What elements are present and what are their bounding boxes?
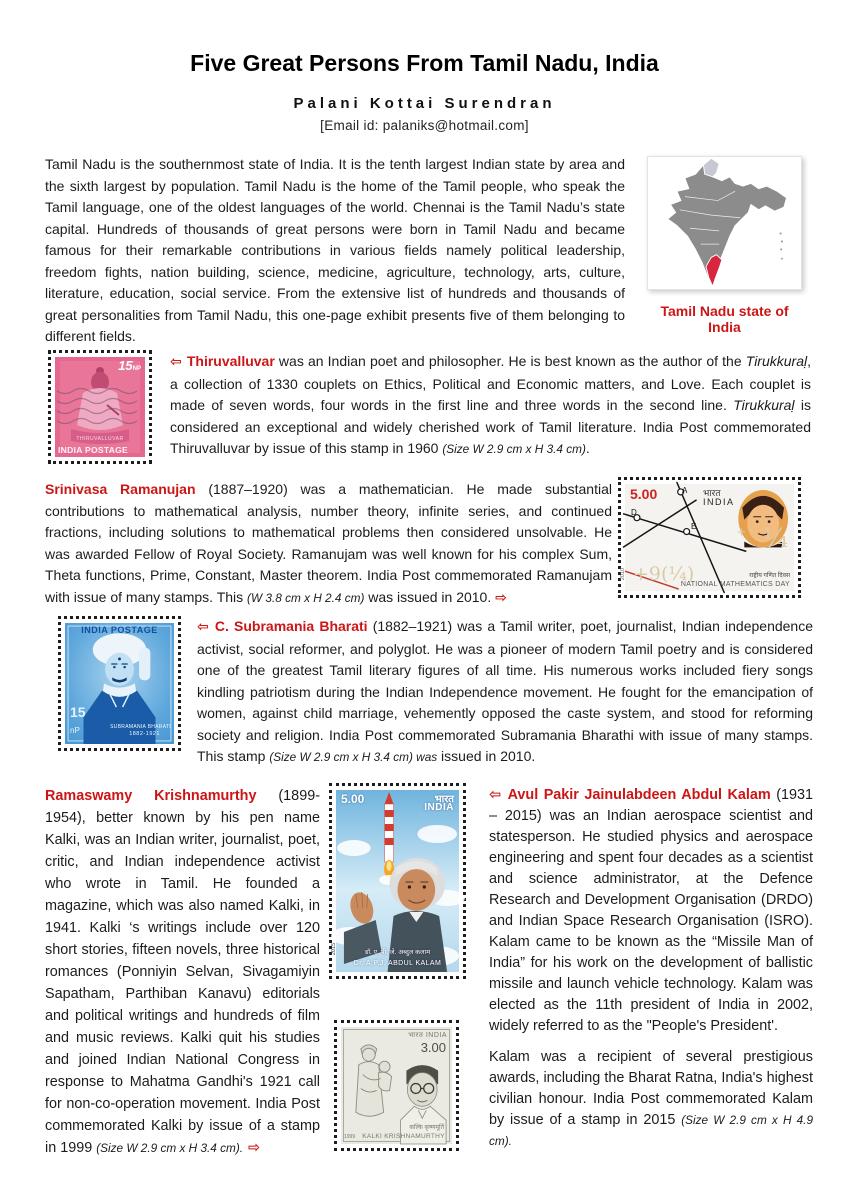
point-label-e: E: [691, 522, 697, 531]
intro-paragraph: Tamil Nadu is the southernmost state of India. It is the tenth largest Indian state by area and the sixth largest by population. Tamil Nadu is the home of the Tamil people, who speak the Tamil language, one of the oldest languages of the world. Chennai is the Tamil Nadu’s state capital. Hundreds of thousands of great persons were born in Tamil Nadu and became famous for their remarkable contributions in various fields namely political leadership, freedom fights, nation building, science, medicine, agriculture, technology, arts, culture, literature, education, social service. From the extensive list of hundreds and thousands of great personalities from Tamil Nadu, this one-page exhibit presents five of them belonging to different fields.: [45, 156, 625, 344]
body-segment: issued in 2010.: [437, 748, 536, 764]
stamp-person-name: Dr. A.P.J. ABDUL KALAM: [353, 960, 442, 967]
math-glyph-row: +9(¼): [633, 563, 695, 585]
kalki-paragraph: [45, 785, 320, 1159]
stamp-size-note: (W 3.8 cm x H 2.4 cm): [247, 590, 365, 605]
stamp-size-note: (Size W 2.9 cm x H 3.4 cm).: [96, 1141, 244, 1155]
person-name-ramanujan: Srinivasa Ramanujan: [45, 481, 196, 497]
stamp-country-hindi: भारत: [703, 488, 721, 498]
ramanujan-stamp: [618, 477, 801, 598]
stamp-person-years: 1882-1921: [129, 731, 160, 737]
kalki-stamp: [334, 1020, 459, 1151]
kalam-paragraph-1: [489, 785, 813, 1037]
body-segment: (1882–1921) was a Tamil writer, poet, journalist, Indian independence activist, social reformer, and polyglot. He was a pioneer of modern Tamil poetry and is considered one of the greatest Tamil literary figures of all time. His numerous works included fiery songs kindling patriotism during the Indian Independence movement. He fought for the emancipation of women, against child marriage, vehemently opposed the caste system, and stood for reforming society and religion. India Post commemorated Subramania Bharathi with issue of many stamps. This stamp: [197, 618, 814, 764]
right-arrow-icon: ⇨: [495, 589, 507, 606]
thiruvalluvar-paragraph: [170, 351, 811, 461]
math-glyph-quarter: ¼: [762, 524, 788, 554]
stamp-denomination: 15NP: [118, 358, 141, 373]
stamp-denomination: 3.00: [420, 1040, 446, 1055]
math-glyph-plus: +: [737, 524, 746, 541]
author-name: Palani Kottai Surendran: [293, 95, 556, 112]
person-name-bharati: C. Subramania Bharati: [214, 618, 368, 634]
stamp-denomination: 15 nP: [70, 704, 86, 735]
body-segment: was an Indian poet and philosopher. He is best known as the author of the: [274, 353, 746, 369]
stamp-size-note: (Size W 2.9 cm x H 3.4 cm): [442, 442, 586, 456]
bharati-paragraph: [197, 616, 813, 769]
stamp-year: 2010: [620, 567, 627, 581]
ramanujan-paragraph: [45, 479, 612, 609]
left-arrow-icon: ⇦: [170, 354, 187, 370]
author-email: [Email id: palaniks@hotmail.com]: [320, 118, 529, 133]
india-landmass: [668, 158, 787, 286]
right-arrow-icon: ⇨: [243, 1140, 261, 1156]
kashmir-region: [703, 158, 719, 176]
stamp-title-hindi: राष्ट्रीय गणित दिवस: [749, 573, 790, 579]
stamp-denomination: 5.00: [630, 486, 658, 502]
kalam-stamp: [329, 783, 466, 979]
person-name-kalam: Avul Pakir Jainulabdeen Abdul Kalam: [507, 787, 771, 803]
stamp-country-label: INDIA POSTAGE: [81, 625, 158, 635]
stamp-year: 1999: [344, 1134, 356, 1140]
stamp-person-name: KALKI KRISHNAMURTHY: [362, 1133, 445, 1140]
stamp-denomination: 5.00: [341, 792, 365, 806]
point-label-a: A: [682, 486, 688, 495]
stamp-size-note: (Size W 2.9 cm x H 3.4 cm) was: [269, 750, 438, 764]
map-caption: Tamil Nadu state of India: [660, 303, 789, 335]
stamp-person-name: THIRUVALLUVAR: [76, 436, 124, 442]
stamp-country-label: INDIA: [424, 802, 454, 813]
kalam-paragraph-2: [489, 1047, 813, 1152]
kalam-stamp-art: [336, 790, 459, 972]
body-segment: (1931 – 2015) was an Indian aerospace scientist and statesperson. He studied physics and aerospace engineering and spent four decades as a scientist and science administrator, at the Defence Research and Development Organisation (DRDO) and Indian Space Research Organisation (ISRO). Kalam came to be known as the “Missile Man of India” for his work on the development of ballistic missile and launch vehicle technology. Kalam was elected as the 11th president of India in 2002, widely referred to as the "People's President'.: [489, 787, 814, 1034]
stamp-title-english: NATIONAL MATHEMATICS DAY: [680, 581, 790, 588]
stamp-country-label: INDIA: [703, 497, 735, 507]
india-map-image: [647, 156, 802, 290]
stamp-country-label: INDIA POSTAGE: [58, 445, 129, 455]
stamp-person-name: SUBRAMANIA BHARATI: [110, 724, 171, 730]
thiruvalluvar-stamp: [48, 350, 152, 464]
left-arrow-icon: ⇦: [489, 787, 508, 803]
stamp-country-label: भारत INDIA: [408, 1032, 447, 1039]
india-map-graphic: [648, 157, 801, 289]
body-segment: .: [585, 440, 590, 456]
stamp-year: 2015: [331, 942, 338, 956]
person-name-thiruvalluvar: Thiruvalluvar: [186, 353, 275, 369]
body-segment: (1899-1954), better known by his pen name Kalki, was an Indian writer, journalist, poet, critic, and Indian independence activist who wrote in Tamil. He founded a magazine, which was also named Kalki, in 1941. Kalki ‘s writings include over 120 short stories, fifteen novels, three historical romances (Ponniyin Selvan, Sivagamiyin Sapatham, Parthiban Kanavu) editorials and political writings and hundreds of film and music reviews. Kalki quit his studies and joined Indian National Congress in response to Mahatma Gandhi's 1921 call for non-co-operation movement. India Post commemorated Kalki by issue of a stamp in 1999: [45, 788, 320, 1156]
stamp-country-hindi: भारत: [434, 794, 454, 805]
left-arrow-icon: ⇦: [197, 619, 215, 635]
bharati-stamp: [58, 616, 181, 751]
andaman-islands-dots: [780, 233, 783, 260]
stamp-person-name-hindi: डॉ. ए. पी. जे. अब्दुल कलाम: [364, 949, 431, 956]
stamp-person-name-hindi: कल्कि कृष्णमूर्ति: [409, 1125, 444, 1131]
page-title: Five Great Persons From Tamil Nadu, India: [190, 50, 659, 76]
body-segment: , a collection of 1330 couplets on Ethics, Political and Economic matters, and Love. Each couplet is made of seven words, four words in the first line and three words in the second line.: [170, 353, 811, 413]
body-segment: was issued in 2010.: [364, 588, 496, 605]
kalam-text-column: [489, 785, 813, 1152]
india-map-block: [643, 156, 806, 335]
stamp-size-note: (Size W 2.9 cm x H 4.9 cm).: [489, 1113, 814, 1148]
person-name-kalki: Ramaswamy Krishnamurthy: [45, 788, 257, 804]
body-segment: Kalam was a recipient of several prestigious awards, including the Bharat Ratna, India's highest civilian honour. India Post commemorated Kalam by issue of a stamp in 2015: [489, 1049, 813, 1128]
body-segment: (1887–1920) was a mathematician. He made substantial contributions to mathematical analysis, number theory, infinite series, and continued fractions, including solutions to mathematical problems then considered unsolvable. He was awarded Fellow of Royal Society. Ramanujam was well known for his complex Sum, Theta functions, Prime, Constant, Master theorem. India Post commemorated Ramanujam with issue of many stamps. This: [45, 481, 612, 605]
point-label-d: D: [631, 508, 637, 517]
body-segment: is considered an exceptional and widely cherished work of Tamil literature. India Post commemorated Thiruvalluvar by issue of this stamp in 1960: [170, 397, 812, 456]
book-title: Tirukkuraḷ: [733, 397, 795, 413]
book-title: Tirukkuraḷ: [745, 353, 808, 369]
